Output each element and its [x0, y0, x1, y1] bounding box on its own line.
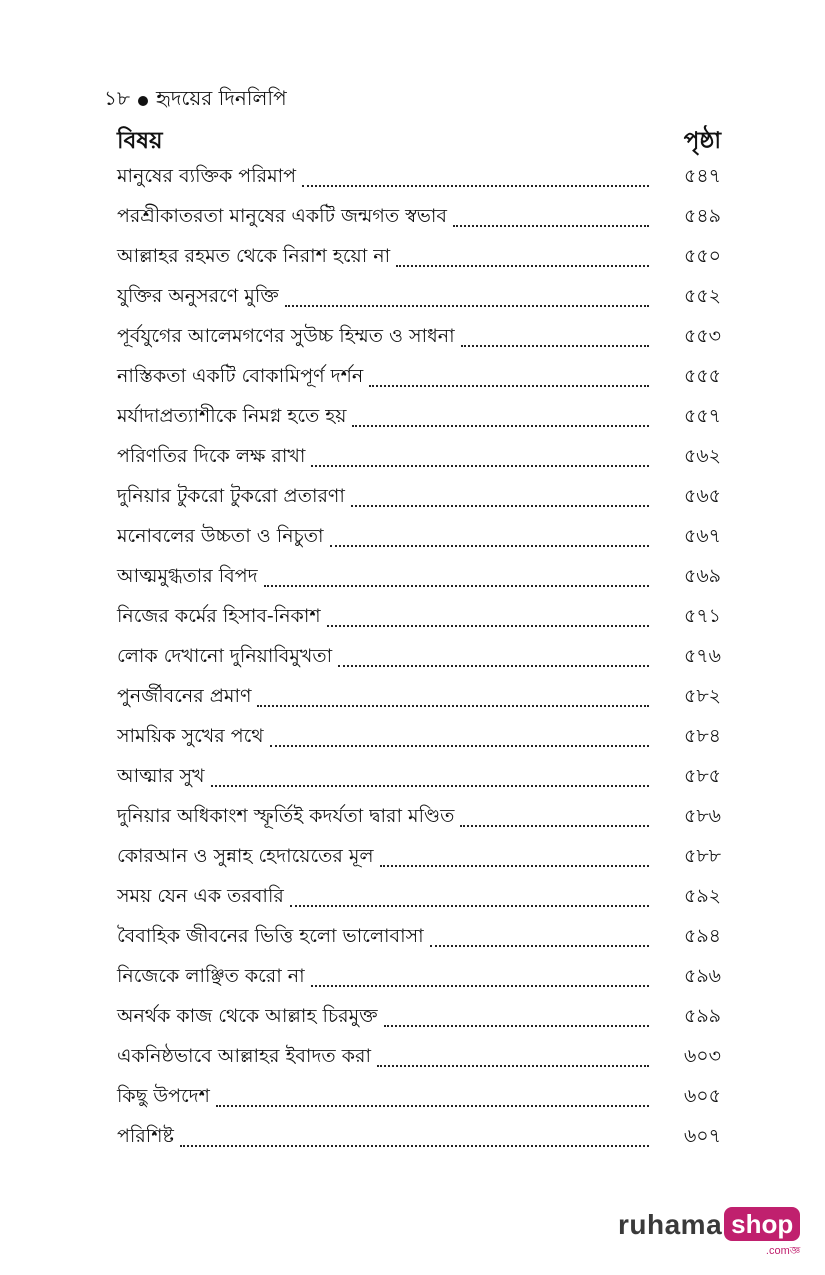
page-column-label: পৃষ্ঠা [683, 128, 721, 154]
dot-leader [180, 1145, 649, 1147]
dot-leader [430, 945, 649, 947]
toc-entry-page: ৫৮৮ [684, 845, 721, 867]
toc-entry-page: ৫৭১ [683, 605, 721, 627]
toc-entry-title: সাময়িক সুখের পথে [117, 725, 264, 747]
toc-entry-title: আত্মার সুখ [117, 765, 205, 787]
toc-entry-page: ৬০৭ [683, 1125, 721, 1147]
toc-entry [117, 558, 721, 598]
dot-leader [330, 545, 649, 547]
toc-entry-page: ৫৯২ [683, 885, 721, 907]
toc-entry [117, 638, 721, 678]
toc-entry-title: দুনিয়ার টুকরো টুকরো প্রতারণা [117, 485, 345, 507]
dot-leader [216, 1105, 649, 1107]
toc-entry-page: ৫৫৩ [683, 325, 721, 347]
toc-entry-title: কোরআন ও সুন্নাহ হেদায়েতের মূল [117, 845, 374, 867]
toc-entry-title: লোক দেখানো দুনিয়াবিমুখতা [117, 645, 333, 667]
dot-leader [327, 625, 649, 627]
toc-entry-page: ৫৬৯ [683, 565, 721, 587]
toc-entry-page: ৬০৫ [683, 1085, 721, 1107]
dot-leader [377, 1065, 649, 1067]
toc-entry-title: নিজেকে লাঞ্ছিত করো না [117, 965, 305, 987]
toc-entry-page: ৫৫৫ [684, 365, 721, 387]
toc-entry-page: ৫৮৫ [684, 765, 721, 787]
toc-entry [117, 678, 721, 718]
dot-leader [290, 905, 649, 907]
toc-entry-title: বৈবাহিক জীবনের ভিত্তি হলো ভালোবাসা [117, 925, 424, 947]
toc-entry-title: যুক্তির অনুসরণে মুক্তি [117, 285, 279, 307]
toc-entry-title: একনিষ্ঠভাবে আল্লাহর ইবাদত করা [117, 1045, 371, 1067]
toc-entry [117, 998, 721, 1038]
logo-brand-text: ruhama [618, 1209, 723, 1240]
logo-shop-badge: shop [724, 1207, 800, 1241]
dot-leader [270, 745, 649, 747]
toc-entry [117, 958, 721, 998]
toc-entry-page: ৫৫০ [683, 245, 721, 267]
toc-entry-title: পুনর্জীবনের প্রমাণ [117, 685, 252, 707]
toc-entry-title: পরশ্রীকাতরতা মানুষের একটি জন্মগত স্বভাব [117, 205, 447, 227]
toc-entry [117, 718, 721, 758]
running-header [104, 84, 287, 117]
dot-leader [302, 185, 649, 187]
toc-entry [117, 1038, 721, 1078]
dot-leader [264, 585, 649, 587]
toc-entry [117, 358, 721, 398]
dot-leader [453, 225, 649, 227]
toc-entry-page: ৫৬৭ [683, 525, 721, 547]
toc-entry-title: নাস্তিকতা একটি বোকামিপূর্ণ দর্শন [117, 365, 364, 387]
dot-leader [211, 785, 650, 787]
toc-entry-title: পরিশিষ্ট [117, 1125, 174, 1147]
toc-column-headers [117, 122, 721, 161]
toc-entry-page: ৫৭৬ [683, 645, 721, 667]
toc-entry-page: ৫৪৭ [683, 165, 721, 187]
dot-leader [460, 825, 649, 827]
logo-domain-suffix: .comজ্ঞ [765, 1245, 801, 1257]
toc-entry-page: ৬০৩ [683, 1045, 721, 1067]
toc-entry-page: ৫৬৫ [683, 485, 721, 507]
toc-entry-title: সময় যেন এক তরবারি [117, 885, 284, 907]
book-title: হৃদয়ের দিনলিপি [155, 86, 287, 110]
toc-entry [117, 278, 721, 318]
toc-entry-page: ৫৪৯ [684, 205, 721, 227]
dot-leader [352, 425, 649, 427]
dot-leader [369, 385, 649, 387]
toc-entry-title: দুনিয়ার অধিকাংশ স্ফূর্তিই কদর্যতা দ্বারা মণ্ডিত [117, 805, 455, 827]
toc-entry-title: পূর্বযুগের আলেমগণের সুউচ্চ হিম্মত ও সাধনা [117, 325, 455, 347]
dot-leader [338, 665, 649, 667]
toc-entry-page: ৫৯৪ [684, 925, 721, 947]
toc-entry [117, 798, 721, 838]
toc-entry-page: ৫৯৯ [684, 1005, 721, 1027]
dot-leader [351, 505, 649, 507]
toc-entry [117, 878, 721, 918]
toc-entry [117, 598, 721, 638]
toc-entry [117, 518, 721, 558]
toc-entry [117, 1078, 721, 1118]
dot-leader [311, 465, 649, 467]
subject-column-label: বিষয় [117, 128, 163, 154]
toc-entry [117, 158, 721, 198]
toc-entry-title: নিজের কর্মের হিসাব-নিকাশ [117, 605, 321, 627]
toc-entry-title: মর্যাদাপ্রত্যাশীকে নিমগ্ন হতে হয় [117, 405, 347, 427]
toc-entry [117, 838, 721, 878]
toc-entry-title: মানুষের ব্যক্তিক পরিমাপ [117, 165, 297, 187]
toc-entry [117, 238, 721, 278]
toc-entry-page: ৫৮৬ [683, 805, 721, 827]
toc-entry-title: কিছু উপদেশ [117, 1085, 210, 1107]
toc-entry [117, 398, 721, 438]
table-of-contents [117, 158, 721, 1158]
ruhama-shop-logo [618, 1207, 800, 1261]
toc-entry [117, 438, 721, 478]
dot-leader [311, 985, 649, 987]
dot-leader [461, 345, 649, 347]
dot-leader [396, 265, 649, 267]
toc-entry [117, 318, 721, 358]
toc-entry [117, 758, 721, 798]
toc-entry-page: ৫৮২ [683, 685, 721, 707]
toc-entry [117, 198, 721, 238]
toc-entry-page: ৫৫২ [683, 285, 721, 307]
toc-entry-title: অনর্থক কাজ থেকে আল্লাহ চিরমুক্ত [117, 1005, 378, 1027]
toc-entry-title: আল্লাহর রহমত থেকে নিরাশ হয়ো না [117, 245, 391, 267]
dot-leader [285, 305, 649, 307]
toc-entry [117, 918, 721, 958]
toc-entry-title: আত্মমুগ্ধতার বিপদ [117, 565, 258, 587]
toc-entry-page: ৫৮৪ [684, 725, 721, 747]
toc-entry-page: ৫৯৬ [683, 965, 721, 987]
dot-leader [380, 865, 649, 867]
dot-leader [384, 1025, 649, 1027]
bullet-icon [138, 96, 148, 106]
toc-entry-title: পরিণতির দিকে লক্ষ রাখা [117, 445, 306, 467]
toc-entry [117, 1118, 721, 1158]
toc-entry [117, 478, 721, 518]
page-number: ১৮ [104, 86, 130, 110]
toc-entry-page: ৫৬২ [683, 445, 721, 467]
dot-leader [257, 705, 649, 707]
toc-entry-title: মনোবলের উচ্চতা ও নিচুতা [117, 525, 324, 547]
toc-entry-page: ৫৫৭ [683, 405, 721, 427]
